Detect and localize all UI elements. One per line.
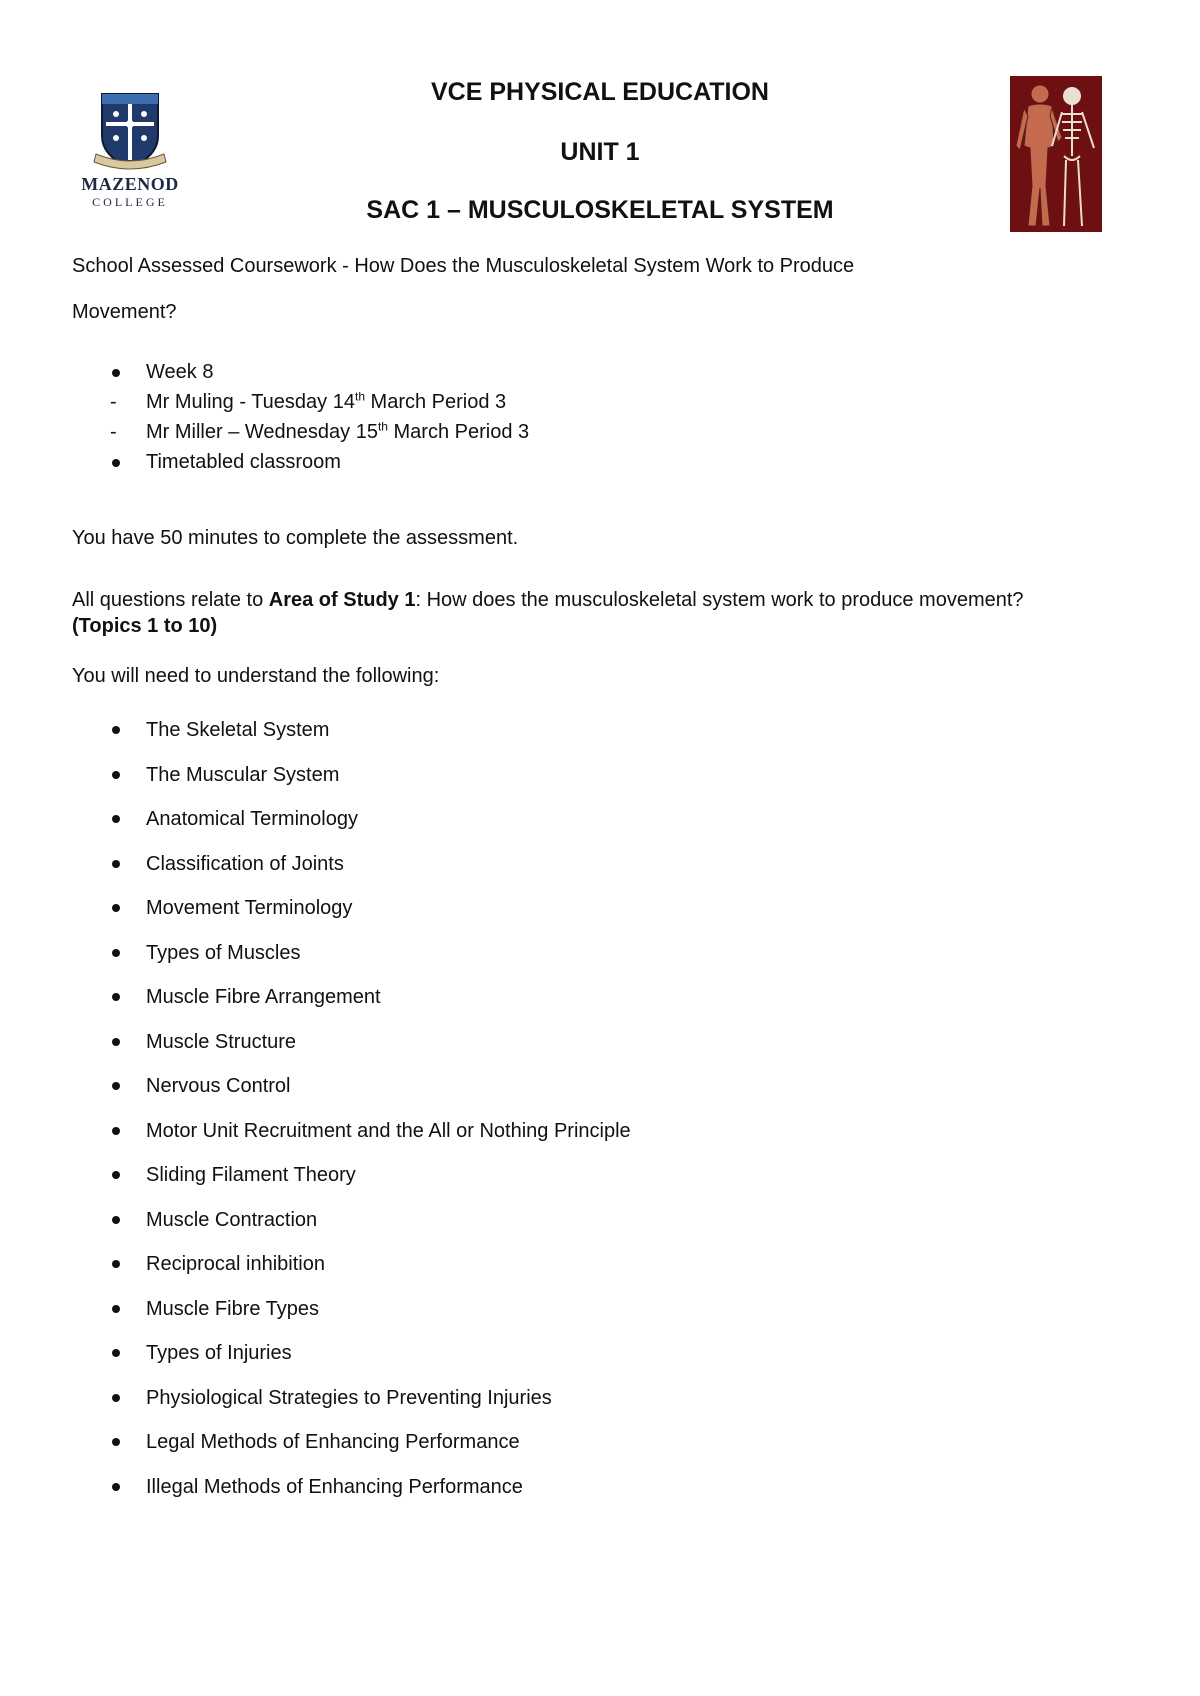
logo-subtitle: COLLEGE — [92, 195, 168, 209]
topic-item — [72, 1252, 631, 1297]
topic-item — [72, 1074, 631, 1119]
topics-list — [72, 718, 631, 1519]
miller-text-a: Mr Miller – Wednesday 15 — [146, 421, 378, 443]
topic-item — [72, 1030, 631, 1075]
bullet-icon — [112, 369, 120, 377]
topic-item — [72, 1297, 631, 1342]
bullet-icon — [112, 1349, 120, 1357]
topic-item — [72, 718, 631, 763]
topic-item — [72, 1386, 631, 1431]
topic-label: Types of Injuries — [146, 1342, 292, 1364]
bullet-icon — [112, 1216, 120, 1224]
miller-text-b: March Period 3 — [387, 421, 530, 443]
list-item — [72, 390, 529, 420]
topic-item — [72, 1430, 631, 1475]
topic-item — [72, 1208, 631, 1253]
area-prefix: All questions relate to — [72, 589, 269, 611]
list-item — [72, 360, 529, 390]
intro-line-1: School Assessed Coursework - How Does the Musculoskeletal System Work to Produce — [72, 255, 855, 277]
dash-icon: - — [110, 421, 117, 443]
topic-label: Muscle Contraction — [146, 1208, 318, 1231]
bullet-icon — [112, 726, 120, 734]
week-text: Week 8 — [146, 361, 214, 383]
bullet-icon — [112, 949, 120, 957]
bullet-icon — [112, 1127, 120, 1135]
topic-label: Types of Muscles — [146, 941, 301, 964]
bullet-icon — [112, 459, 120, 467]
topic-label: Muscle Fibre Types — [146, 1297, 320, 1320]
topic-label: The Muscular System — [146, 763, 340, 786]
need-text: You will need to understand the following: — [72, 665, 440, 687]
topic-label: The Skeletal System — [146, 719, 330, 741]
area-of-study-line — [72, 588, 1024, 612]
topic-item — [72, 1163, 631, 1208]
muling-sup: th — [354, 389, 365, 404]
topic-label: Anatomical Terminology — [146, 808, 358, 830]
topic-label: Illegal Methods of Enhancing Performance — [146, 1475, 523, 1498]
muling-text-a: Mr Muling - Tuesday 14 — [146, 391, 355, 413]
topic-label: Classification of Joints — [146, 852, 344, 875]
bullet-icon — [112, 860, 120, 868]
area-rest: How does the musculoskeletal system work to produce movement? — [421, 589, 1024, 611]
topic-label: Legal Methods of Enhancing Performance — [146, 1431, 520, 1453]
bullet-icon — [112, 904, 120, 912]
room-text: Timetabled classroom — [146, 451, 341, 473]
topic-label: Nervous Control — [146, 1075, 291, 1097]
schedule-list — [72, 360, 529, 480]
topic-item — [72, 763, 631, 808]
unit-title: UNIT 1 — [560, 138, 640, 166]
bullet-icon — [112, 815, 120, 823]
bullet-icon — [112, 771, 120, 779]
topic-label: Muscle Fibre Arrangement — [146, 986, 381, 1008]
topic-label: Reciprocal inhibition — [146, 1253, 325, 1275]
topic-label: Movement Terminology — [146, 897, 353, 919]
duration-text: You have 50 minutes to complete the assessment. — [72, 527, 519, 549]
bullet-icon — [112, 1438, 120, 1446]
list-item — [72, 420, 529, 450]
intro-line-2: Movement? — [72, 301, 177, 323]
area-colon: : — [415, 589, 422, 611]
topic-item — [72, 807, 631, 852]
bullet-icon — [112, 1171, 120, 1179]
topics-range: (Topics 1 to 10) — [72, 615, 218, 637]
bullet-icon — [112, 1038, 120, 1046]
topic-item — [72, 896, 631, 941]
dash-icon: - — [110, 391, 117, 413]
bullet-icon — [112, 1260, 120, 1268]
topic-label: Muscle Structure — [146, 1030, 297, 1053]
muling-text-b: March Period 3 — [365, 391, 507, 413]
topic-label: Motor Unit Recruitment and the All or Nothing Principle — [146, 1119, 631, 1142]
document-title: VCE PHYSICAL EDUCATION — [430, 78, 769, 106]
bullet-icon — [112, 1305, 120, 1313]
topic-item — [72, 1341, 631, 1386]
bullet-icon — [112, 1483, 120, 1491]
sac-title: SAC 1 – MUSCULOSKELETAL SYSTEM — [366, 196, 834, 224]
bullet-icon — [112, 1082, 120, 1090]
logo-name: MAZENOD — [81, 174, 179, 194]
topic-item — [72, 941, 631, 986]
topic-item — [72, 1119, 631, 1164]
bullet-icon — [112, 993, 120, 1001]
topic-label: Sliding Filament Theory — [146, 1164, 356, 1186]
topic-item — [72, 1475, 631, 1520]
topic-item — [72, 985, 631, 1030]
topic-item — [72, 852, 631, 897]
bullet-icon — [112, 1394, 120, 1402]
topic-label: Physiological Strategies to Preventing Injuries — [146, 1386, 552, 1409]
area-bold: Area of Study 1 — [268, 589, 416, 611]
list-item — [72, 450, 529, 480]
miller-sup: th — [377, 419, 388, 434]
